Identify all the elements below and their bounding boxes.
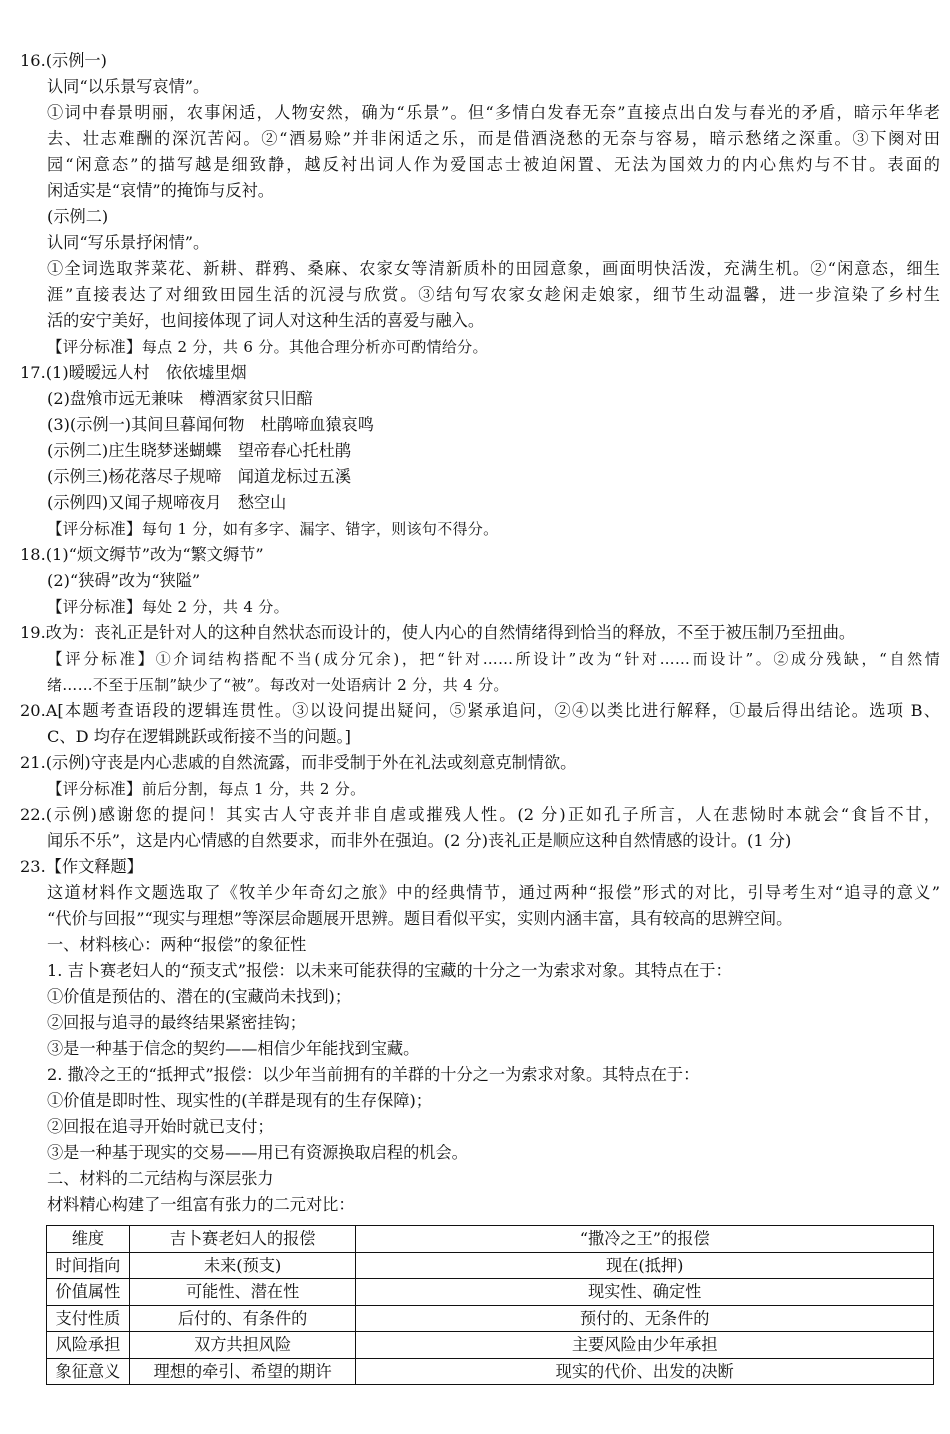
q16-ex2-title: (示例二) — [47, 207, 109, 226]
scoring-label: 【评分标准】 — [47, 780, 142, 798]
table-header-row — [47, 1226, 934, 1253]
q23-section-heading: 二、材料的二元结构与深层张力 — [47, 1169, 274, 1188]
table-cell: 风险承担 — [47, 1332, 130, 1359]
scoring-text: 前后分割，每点 1 分，共 2 分。 — [141, 780, 366, 798]
table-row — [47, 1252, 934, 1279]
q17-line: (示例二)庄生晓梦迷蝴蝶 望帝春心托杜鹃 — [47, 441, 352, 460]
q23-point: 1. 吉卜赛老妇人的“预支式”报偿：以未来可能获得的宝藏的十分之一为索求对象。其特点在于： — [47, 961, 732, 980]
q23-point: 2. 撒冷之王的“抵押式”报偿：以少年当前拥有的羊群的十分之一为索求对象。其特点在于： — [47, 1065, 700, 1084]
q16-ex1-view: 认同“以乐景写哀情”。 — [47, 77, 210, 96]
q17-line: 17.(1)暧暧远人村 依依墟里烟 — [20, 363, 247, 382]
q19-scoring-standard — [20, 646, 940, 672]
q23-point-item: ②回报与追寻的最终结果紧密挂钩； — [47, 1013, 306, 1032]
q16-title: 16.(示例一) — [20, 51, 107, 70]
q22-line: 22.(示例)感谢您的提问！其实古人守丧并非自虐或摧残人性。(2 分)正如孔子所言，人在悲恸时本就会“食旨不甘， — [20, 805, 940, 824]
q17-line: (示例三)杨花落尽子规啼 闻道龙标过五溪 — [47, 467, 352, 486]
q22-line: 闻乐不乐”，这是内心情感的自然要求，而非外在强迫。(2 分)丧礼正是顺应这种自然情感的设计。(1 分) — [47, 831, 792, 850]
q18-line: 18.(1)“烦文缛节”改为“繁文缛节” — [20, 545, 264, 564]
q23-intro: 这道材料作文题选取了《牧羊少年奇幻之旅》中的经典情节，通过两种“报偿”形式的对比，引导考生对“追寻的意义” — [47, 883, 940, 902]
q23-section-intro: 材料精心构建了一组富有张力的二元对比： — [47, 1195, 355, 1214]
table-cell: 可能性、潜在性 — [129, 1279, 356, 1306]
q17-line: (2)盘飧市远无兼味 樽酒家贫只旧醅 — [47, 389, 313, 408]
q18-scoring-standard — [20, 594, 940, 620]
q23-point-item: ③是一种基于现实的交易——用已有资源换取启程的机会。 — [47, 1143, 468, 1162]
table-cell: 价值属性 — [47, 1279, 130, 1306]
table-row — [47, 1358, 934, 1385]
answer-content — [20, 48, 940, 1218]
q20-line: 20.A[本题考查语段的逻辑连贯性。③以设问提出疑问，⑤紧承追问，②④以类比进行解释，①最后得出结论。选项 B、 — [20, 701, 940, 720]
q23-point-item: ③是一种基于信念的契约——相信少年能找到宝藏。 — [47, 1039, 420, 1058]
scoring-label: 【评分标准】 — [47, 520, 142, 538]
scoring-label: 【评分标准】 — [47, 650, 156, 668]
q16-ex2-line: 涯”直接表达了对细致田园生活的沉浸与欣赏。③结句写农家女趁闲走娘家，细节生动温馨，进一步渲染了乡村生 — [47, 285, 940, 304]
comparison-table — [46, 1225, 934, 1385]
scoring-text: 每句 1 分，如有多字、漏字、错字，则该句不得分。 — [141, 520, 499, 538]
q19-line: 19.改为：丧礼正是针对人的这种自然状态而设计的，使人内心的自然情绪得到恰当的释放，不至于被压制乃至扭曲。 — [20, 623, 856, 642]
q16-ex2-line: 活的安宁美好，也间接体现了词人对这种生活的喜爱与融入。 — [47, 311, 485, 330]
table-row — [47, 1305, 934, 1332]
table-header-cell: 维度 — [47, 1226, 130, 1253]
table-row — [47, 1279, 934, 1306]
q17-line: (示例四)又闻子规啼夜月 愁空山 — [47, 493, 287, 512]
scoring-text: ①介词结构搭配不当(成分冗余)，把“针对……所设计”改为“针对……而设计”。②成分残缺，“自然情 — [155, 650, 940, 668]
table-cell: 象征意义 — [47, 1358, 130, 1385]
table-cell: 现实的代价、出发的决断 — [356, 1358, 934, 1385]
table-cell: 支付性质 — [47, 1305, 130, 1332]
comparison-table-wrapper — [46, 1225, 936, 1385]
q17-line: (3)(示例一)其间旦暮闻何物 杜鹃啼血猿哀鸣 — [47, 415, 374, 434]
q16-ex1-line: 闲适实是“哀情”的掩饰与反衬。 — [47, 181, 274, 200]
q16-ex2-line: ①全词选取荠菜花、新耕、群鸦、桑麻、农家女等清新质朴的田园意象，画面明快活泼，充满生机。②“闲意态，细生 — [47, 259, 940, 278]
q19-scoring-standard-cont: 绪……不至于压制”缺少了“被”。每改对一处语病计 2 分，共 4 分。 — [47, 676, 509, 694]
table-header-cell: 吉卜赛老妇人的报偿 — [129, 1226, 356, 1253]
q20-line: C、D 均存在逻辑跳跃或衔接不当的问题。] — [47, 727, 351, 746]
q18-line: (2)“狭碍”改为“狭隘” — [47, 571, 201, 590]
q23-title: 23.【作文释题】 — [20, 857, 143, 876]
q16-ex1-line: ①词中春景明丽，农事闲适，人物安然，确为“乐景”。但“多情白发春无奈”直接点出白发与春光的矛盾，暗示年华老 — [47, 103, 940, 122]
table-cell: 未来(预支) — [129, 1252, 356, 1279]
table-cell: 现在(抵押) — [356, 1252, 934, 1279]
table-cell: 理想的牵引、希望的期许 — [129, 1358, 356, 1385]
scoring-label: 【评分标准】 — [47, 598, 142, 616]
q21-scoring-standard — [20, 776, 940, 802]
scoring-label: 【评分标准】 — [47, 338, 142, 356]
scoring-text: 每处 2 分，共 4 分。 — [141, 598, 289, 616]
table-cell: 预付的、无条件的 — [356, 1305, 934, 1332]
scoring-text: 每点 2 分，共 6 分。其他合理分析亦可酌情给分。 — [141, 338, 488, 356]
table-header-cell: “撒冷之王”的报偿 — [356, 1226, 934, 1253]
q23-point-item: ①价值是即时性、现实性的(羊群是现有的生存保障)； — [47, 1091, 432, 1110]
table-cell: 后付的、有条件的 — [129, 1305, 356, 1332]
q23-point-item: ①价值是预估的、潜在的(宝藏尚未找到)； — [47, 987, 352, 1006]
q21-line: 21.(示例)守丧是内心悲戚的自然流露，而非受制于外在礼法或刻意克制情欲。 — [20, 753, 577, 772]
q23-section-heading: 一、材料核心：两种“报偿”的象征性 — [47, 935, 307, 954]
table-cell: 主要风险由少年承担 — [356, 1332, 934, 1359]
table-cell: 双方共担风险 — [129, 1332, 356, 1359]
table-row — [47, 1332, 934, 1359]
table-cell: 现实性、确定性 — [356, 1279, 934, 1306]
q23-intro: “代价与回报”“现实与理想”等深层命题展开思辨。题目看似平实，实则内涵丰富，具有较高的思辨空间。 — [47, 909, 793, 928]
q16-scoring-standard — [20, 334, 940, 360]
table-cell: 时间指向 — [47, 1252, 130, 1279]
q17-scoring-standard — [20, 516, 940, 542]
q16-ex2-view: 认同“写乐景抒闲情”。 — [47, 233, 210, 252]
q16-ex1-line: 园“闲意态”的描写越是细致静，越反衬出词人作为爱国志士被迫闲置、无法为国效力的内心焦灼与不甘。表面的 — [47, 155, 940, 174]
q23-point-item: ②回报在追寻开始时就已支付； — [47, 1117, 274, 1136]
q16-ex1-line: 去、壮志难酬的深沉苦闷。②“酒易赊”并非闲适之乐，而是借酒浇愁的无奈与容易，暗示愁绪之深重。③下阕对田 — [47, 129, 940, 148]
